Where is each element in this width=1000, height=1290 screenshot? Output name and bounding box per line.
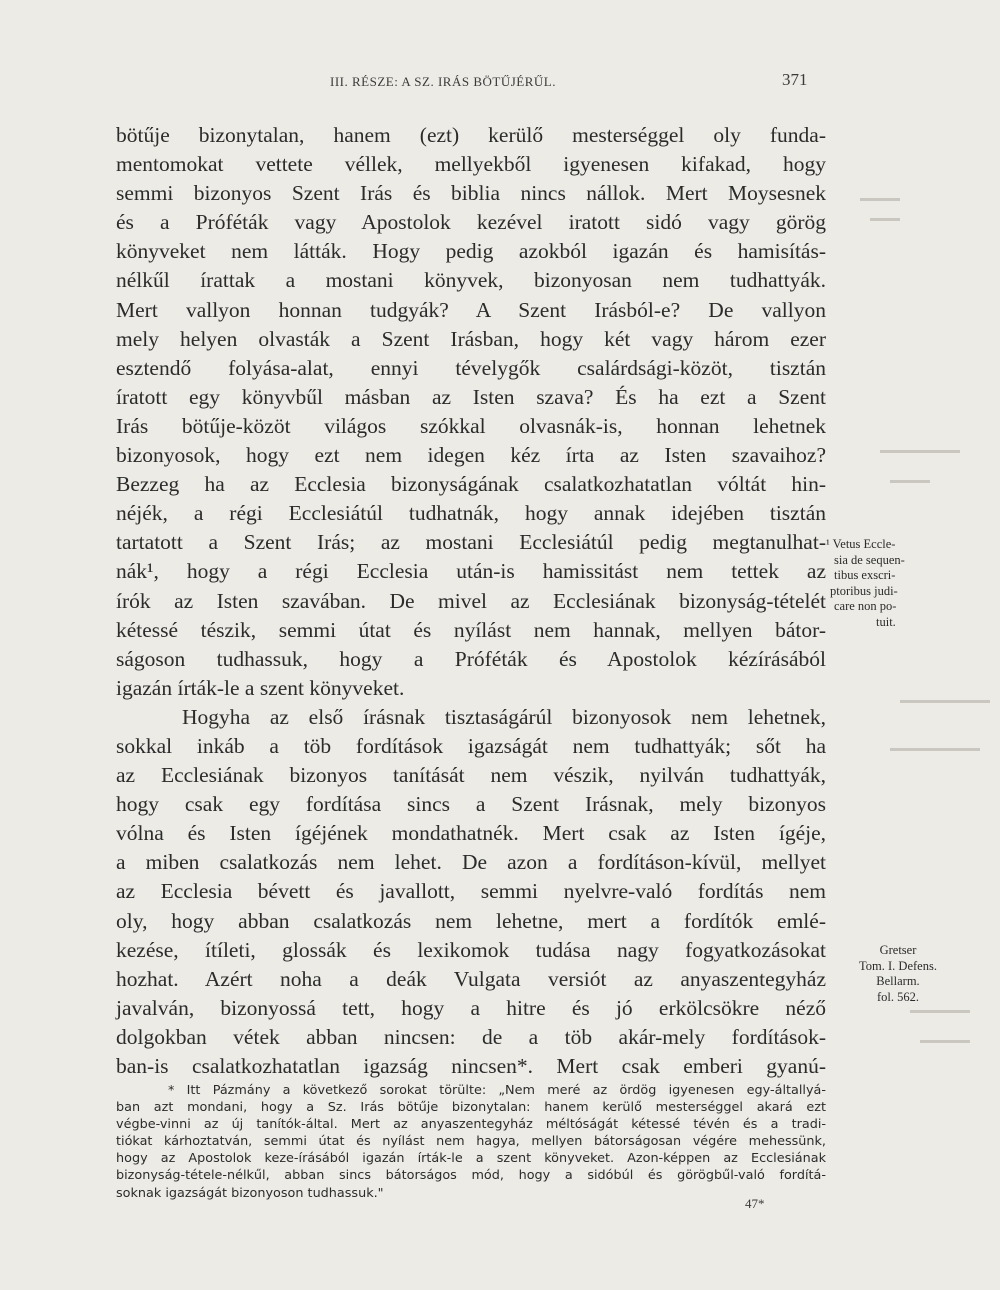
footnote: [116, 1082, 826, 1202]
margin-note-vetus-ecclesia: [826, 537, 966, 630]
text-line: ságoson tudhassuk, hogy a Próféták és Apostolok kézírásából: [116, 646, 826, 671]
text-line: Bezzeg ha az Ecclesia bizonyságának csalatkozhatatlan vóltát hin-: [116, 472, 826, 497]
footnote-line: hogy az Apostolok keze-írásából igazán írták-le a szent könyveket. Azon-képpen az Ecclesiának: [116, 1151, 826, 1167]
margin-note-line: Bellarm.: [876, 974, 920, 988]
text-line: ban-is csalatkozhatatlan igazság nincsen*. Mert csak emberi gyanú-: [116, 1054, 826, 1078]
footnote-line: bizonyság-tétele-nélkűl, abban sincs bátorságos mód, hogy a sidóbúl és görögbűl-való fordítá-: [116, 1168, 826, 1184]
text-line: bötűje bizonytalan, hanem (ezt) kerülő mesterséggel oly funda-: [116, 123, 826, 147]
margin-note-line: Tom. I. Defens.: [859, 958, 937, 973]
text-line: mely helyen olvasták a Szent Irásban, hogy két vagy három ezer: [116, 326, 826, 351]
margin-note-line: tuit.: [876, 614, 896, 629]
margin-note-line: fol. 562.: [876, 989, 919, 1004]
running-header: III. RÉSZE: A SZ. IRÁS BÖTŰJÉRŰL.: [330, 74, 556, 89]
text-line: a miben csalatkozás nem lehet. De azon a fordításon-kívül, mellyet: [116, 850, 826, 875]
text-line: hozhat. Azért noha a deák Vulgata versiót az anyaszentegyház: [116, 966, 826, 991]
footnote-line: tiókat kárhoztatván, semmi útat és nyílást nem hagya, mellyen bátorságosan végére mehessünk,: [116, 1134, 826, 1150]
text-line: könyveket nem látták. Hogy pedig azokból igazán és hamisítás-: [116, 239, 826, 264]
footnote-line: végbe-vinni az új tanítók-által. Mert az anyaszentegyház méltóságát kétessé tévén és a tradi-: [116, 1117, 826, 1133]
text-line: sokkal inkáb a töb fordítások igazságát nem tudhattyák; sőt ha: [116, 733, 826, 758]
margin-note-line: sia de sequen-: [834, 552, 905, 567]
text-line: Irás bötűje-közöt világos szókkal olvasnák-is, honnan lehetnek: [116, 413, 826, 438]
text-line: hogy csak egy fordítása sincs a Szent Irásnak, mely bizonyos: [116, 792, 826, 817]
text-line: javalván, bizonyossá tett, hogy a hitre és jó erkölcsökre néző: [116, 995, 826, 1020]
page-number: 371: [782, 70, 808, 89]
text-line: Mert vallyon honnan tudgyák? A Szent Irásból-e? De vallyon: [116, 297, 826, 322]
margin-note-line: ¹ Vetus Eccle-: [826, 537, 896, 551]
text-line: dolgokban vétek abban nincsen: de a töb akár-mely fordítások-: [116, 1024, 826, 1049]
signature-mark: 47*: [745, 1196, 765, 1211]
margin-note-gretser: [828, 943, 968, 1005]
text-line: néjék, a régi Ecclesiátúl tudhatnák, hogy annak idejében tisztán: [116, 501, 826, 526]
text-line: kétessé tészik, semmi útat és nyílást nem hannak, mellyen bátor-: [116, 617, 826, 642]
text-line: tartatott a Szent Irás; az mostani Ecclesiátúl pedig megtanulhat-: [116, 530, 826, 555]
show-through-marks: [840, 0, 1000, 1290]
margin-note-line: care non po-: [834, 599, 897, 613]
footnote-line: ban azt mondani, hogy a Sz. Irás bötűje bizonytalan: hanem kerülő mesterséggel akará ezt: [116, 1100, 826, 1116]
text-line: oly, hogy abban csalatkozás nem lehetne, mert a fordítók emlé-: [116, 908, 826, 933]
text-line: vólna és Isten ígéjének mondathatnék. Mert csak az Isten ígéje,: [116, 821, 826, 846]
text-line: bizonyosok, hogy ezt nem idegen kéz írta az Isten szavaihoz?: [116, 443, 826, 468]
margin-note-line: Gretser: [879, 943, 917, 957]
margin-note-line: ptoribus judi-: [830, 583, 898, 598]
main-text: [116, 121, 826, 1081]
text-line: esztendő folyása-alat, ennyi tévelygők csalárdsági-közöt, tisztán: [116, 355, 826, 380]
footnote-line: soknak igazságát bizonyoson tudhassuk.": [116, 1185, 384, 1201]
text-line: igazán írták-le a szent könyveket.: [116, 675, 405, 700]
text-line: semmi bizonyos Szent Irás és biblia nincs nállok. Mert Moysesnek: [116, 181, 826, 206]
text-line: és a Próféták vagy Apostolok kezével iratott sidó vagy görög: [116, 210, 826, 235]
text-line: íratott egy könyvbűl másban az Isten szava? És ha ezt a Szent: [116, 384, 826, 409]
text-line: az Ecclesia bévett és javallott, semmi nyelvre-való fordítás nem: [116, 879, 826, 904]
text-line: nák¹, hogy a régi Ecclesia után-is hamissitást nem tettek az: [116, 559, 826, 584]
footnote-line: * Itt Pázmány a következő sorokat törülte: „Nem meré az ördög igyenesen egy-általlyá-: [168, 1083, 826, 1098]
margin-note-line: tibus exscri-: [834, 568, 896, 582]
text-line: mentomokat vettete véllek, mellyekből igyenesen kifakad, hogy: [116, 152, 826, 177]
text-line: Hogyha az első írásnak tisztaságárúl bizonyosok nem lehetnek,: [182, 704, 826, 729]
text-line: az Ecclesiának bizonyos tanítását nem vészik, nyilván tudhattyák,: [116, 763, 826, 788]
text-line: kezése, ítíleti, glossák és lexikomok tudása nagy fogyatkozásokat: [116, 937, 826, 962]
text-line: nélkűl írattak a mostani könyvek, bizonyosan nem tudhattyák.: [116, 268, 826, 293]
text-line: írók az Isten szavában. De mivel az Ecclesiának bizonyság-tételét: [116, 588, 826, 613]
